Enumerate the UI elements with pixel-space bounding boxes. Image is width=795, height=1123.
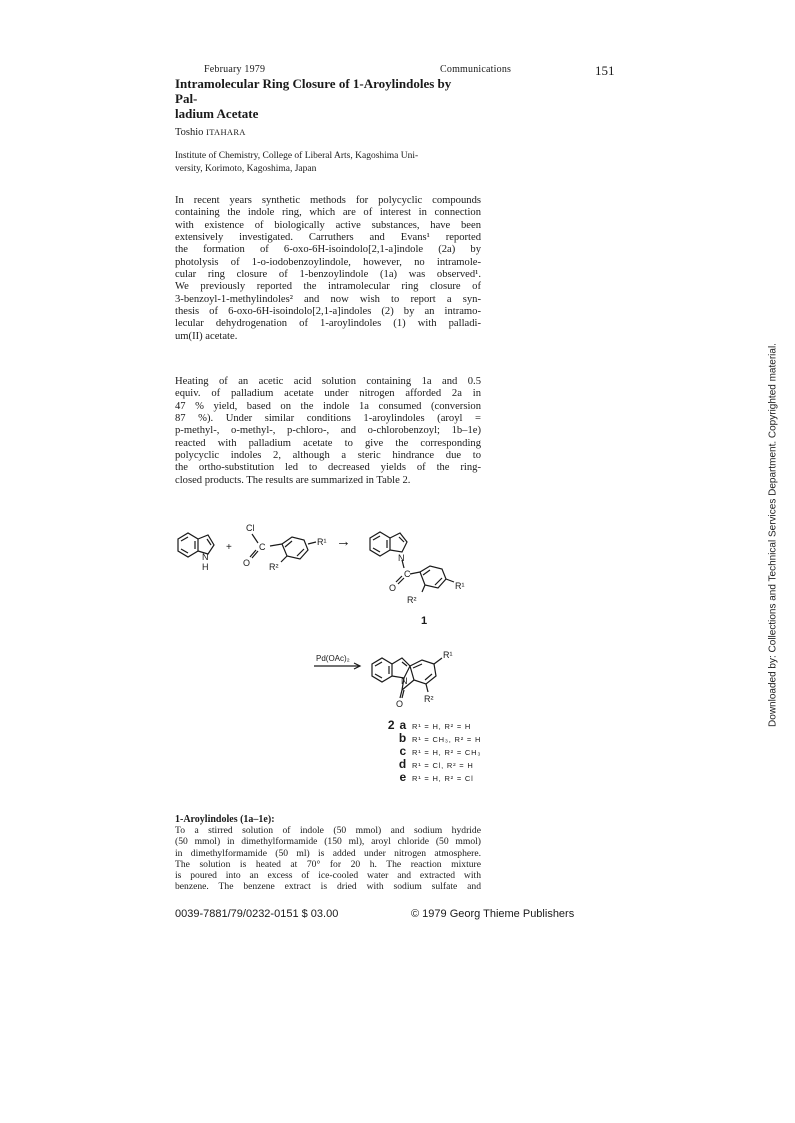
legend-text: R¹ = H, R² = H bbox=[412, 722, 472, 731]
text-line: polycyclic indoles 2, although a steric hindrance due to bbox=[175, 450, 481, 462]
text-line: um(II) acetate. bbox=[175, 330, 238, 342]
text-line: We previously reported the intramolecular ring closure of bbox=[175, 281, 481, 293]
text-line: 3-benzoyl-1-methylindoles² and now wish to report a syn- bbox=[175, 293, 481, 305]
page-number: 151 bbox=[595, 63, 615, 78]
legend-key: b bbox=[398, 731, 407, 745]
legend-text: R¹ = Cl, R² = H bbox=[412, 761, 474, 770]
aroylindole-r2-label: R² bbox=[407, 595, 417, 605]
legend-row bbox=[387, 770, 481, 783]
text-line: The solution is heated at 70° for 20 h. The reaction mixture bbox=[175, 858, 481, 870]
text-line: is poured into an excess of ice-cooled water and extracted with bbox=[175, 870, 481, 882]
experimental-text bbox=[175, 825, 481, 893]
legend-key: e bbox=[399, 770, 407, 784]
substituent-legend bbox=[387, 718, 481, 783]
legend-row bbox=[387, 731, 481, 744]
r1-label: R¹ bbox=[317, 537, 327, 547]
text-line: Heating of an acetic acid solution containing 1a and 0.5 bbox=[175, 376, 481, 387]
aroylindole-r1-label: R¹ bbox=[455, 581, 465, 591]
running-header-section: Communications bbox=[440, 64, 512, 75]
author bbox=[175, 127, 246, 138]
legend-text: R¹ = CH₃, R² = H bbox=[412, 735, 482, 744]
legend-key: c bbox=[399, 744, 407, 758]
author-first-name: Toshio bbox=[175, 127, 204, 138]
product-o-label: O bbox=[396, 699, 404, 709]
plus-sign: + bbox=[226, 542, 232, 553]
chloride-label: Cl bbox=[246, 523, 255, 533]
copyright-notice: © 1979 Georg Thieme Publishers bbox=[411, 908, 575, 920]
text-line: the ortho-substitution led to decreased yields of the ring- bbox=[175, 462, 481, 474]
title-line: ladium Acetate bbox=[175, 106, 259, 121]
aroylindole-structure bbox=[370, 532, 454, 592]
text-line: containing the indole ring, which are of interest in connection bbox=[175, 207, 481, 219]
reaction-arrow: → bbox=[336, 533, 351, 550]
text-line: reacted with palladium acetate to give the corresponding bbox=[175, 437, 481, 449]
product-r1-label: R¹ bbox=[443, 650, 453, 660]
text-line: cular ring closure of 1-benzoylindole (1a) was observed¹. bbox=[175, 269, 481, 281]
text-line: with existence of biologically active substances, have been bbox=[175, 219, 481, 231]
download-watermark bbox=[763, 343, 783, 727]
text-line: extensively investigated. Carruthers and Evans¹ reported bbox=[175, 232, 481, 244]
author-last-name: ITAHARA bbox=[206, 127, 246, 137]
legend-key: d bbox=[398, 757, 407, 771]
text-line: lecular dehydrogenation of 1-aroylindoles (1) with palladi- bbox=[175, 318, 481, 330]
text-line: 47 % yield, based on the indole 1a consumed (conversion bbox=[175, 400, 481, 412]
text-line: in dimethylformamide (50 ml) is added under nitrogen atmosphere. bbox=[175, 847, 481, 859]
legend-text: R¹ = H, R² = CH₃ bbox=[412, 748, 482, 757]
aroylindole-n-label: N bbox=[398, 553, 405, 563]
text-line: 87 %). Under similar conditions 1-aroylindoles (aroyl = bbox=[175, 413, 481, 425]
experimental-heading: 1-Aroylindoles (1a–1e): bbox=[175, 814, 275, 825]
text-line: photolysis of 1-o-iodobenzoylindole, however, no intramole- bbox=[175, 256, 481, 268]
text-line: thesis of 6-oxo-6H-isoindolo[2,1-a]indoles (2) by an intramo- bbox=[175, 306, 481, 318]
text-line: (50 mmol) in dimethylformamide (150 ml), aroyl chloride (50 mmol) bbox=[175, 836, 481, 848]
download-watermark-text: Downloaded by: Collections and Technical Services Department. Copyrighted material. bbox=[767, 343, 779, 727]
running-header-date: February 1979 bbox=[204, 64, 266, 75]
compound-1-label: 1 bbox=[421, 615, 428, 627]
affiliation bbox=[175, 150, 480, 175]
article-title bbox=[175, 76, 475, 121]
r2-label: R² bbox=[269, 562, 279, 572]
legend-row bbox=[387, 744, 481, 757]
text-line: closed products. The results are summarized in Table 2. bbox=[175, 474, 411, 486]
article-code: 0039-7881/79/0232-0151 $ 03.00 bbox=[175, 908, 339, 920]
affiliation-line: versity, Korimoto, Kagoshima, Japan bbox=[175, 163, 317, 174]
title-line: Intramolecular Ring Closure of 1-Aroylindoles by Pal- bbox=[175, 76, 452, 106]
text-line: To a stirred solution of indole (50 mmol) and sodium hydride bbox=[175, 825, 481, 836]
paragraph-results bbox=[175, 376, 481, 487]
aroylindole-c-label: C bbox=[404, 569, 411, 579]
text-line: In recent years synthetic methods for polycyclic compounds bbox=[175, 195, 481, 206]
product-r2-label: R² bbox=[424, 694, 434, 704]
aroylindole-o-label: O bbox=[389, 583, 397, 593]
indole-n-label: N bbox=[202, 552, 209, 562]
carbonyl-c-label: C bbox=[259, 542, 266, 552]
text-line: benzene. The benzene extract is dried with sodium sulfate and bbox=[175, 881, 481, 893]
legend-text: R¹ = H, R² = Cl bbox=[412, 774, 474, 783]
legend-row bbox=[387, 757, 481, 770]
product-n-label: N bbox=[401, 676, 408, 686]
text-line: p-methyl-, o-methyl-, p-chloro-, and o-chlorobenzoyl; 1b–1e) bbox=[175, 425, 481, 437]
legend-key: 2 a bbox=[387, 718, 407, 732]
indole-structure bbox=[178, 533, 214, 557]
indole-h-label: H bbox=[202, 562, 209, 572]
text-line: the formation of 6-oxo-6H-isoindolo[2,1-a]indole (2a) by bbox=[175, 244, 481, 256]
carbonyl-o-label: O bbox=[243, 558, 251, 568]
reaction-scheme bbox=[170, 520, 490, 715]
paragraph-intro bbox=[175, 195, 481, 343]
affiliation-line: Institute of Chemistry, College of Liberal Arts, Kagoshima Uni- bbox=[175, 151, 419, 161]
text-line: equiv. of palladium acetate under nitrogen afforded 2a in bbox=[175, 388, 481, 400]
reagent-label: Pd(OAc)₂ bbox=[316, 654, 350, 663]
legend-row bbox=[387, 718, 481, 731]
